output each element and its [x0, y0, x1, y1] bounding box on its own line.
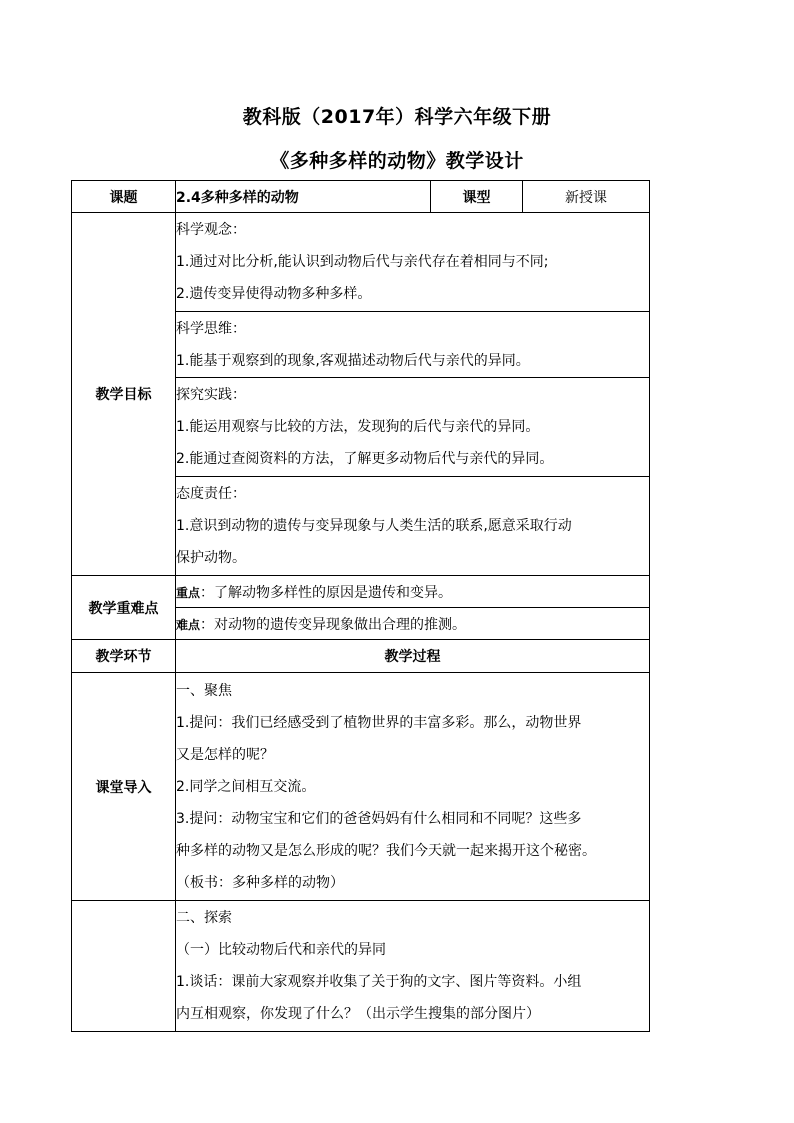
process-line: 二、探索 — [176, 910, 232, 926]
process-line: 1.谈话：课前大家观察并收集了关于狗的文字、图片等资料。小组 — [176, 974, 582, 990]
objective-group — [176, 378, 650, 477]
objective-heading: 态度责任： — [176, 486, 246, 502]
intro-row — [72, 673, 650, 901]
stage-header: 教学环节 — [72, 640, 176, 673]
topic-label: 课题 — [72, 181, 176, 213]
difficult-point-label: 难点 — [176, 617, 201, 632]
process-line: 又是怎样的呢？ — [176, 746, 274, 763]
objective-item: 1.意识到动物的遗传与变异现象与人类生活的联系,愿意采取行动 — [176, 518, 572, 534]
objective-item: 保护动物。 — [176, 550, 246, 566]
objective-item: 1.能运用观察与比较的方法，发现狗的后代与亲代的异同。 — [176, 419, 540, 435]
objective-heading: 科学思维： — [176, 320, 246, 337]
key-point-label: 重点 — [176, 585, 201, 600]
objective-group — [176, 312, 650, 378]
topic-row — [72, 181, 650, 213]
objective-group — [176, 213, 650, 312]
lesson-title: 《多种多样的动物》教学设计 — [270, 150, 524, 172]
process-line: 一、聚焦 — [176, 682, 232, 699]
intro-label: 课堂导入 — [72, 673, 176, 901]
process-line: （一）比较动物后代和亲代的异同 — [176, 942, 386, 958]
key-point-row — [72, 576, 650, 608]
process-line: 1.提问：我们已经感受到了植物世界的丰富多彩。那么，动物世界 — [176, 714, 582, 731]
explore-row — [72, 901, 650, 1032]
topic-value: 2.4多种多样的动物 — [176, 181, 431, 213]
type-label: 课型 — [431, 181, 523, 213]
lesson-plan-table — [71, 180, 650, 1032]
process-header: 教学过程 — [176, 640, 650, 673]
key-point — [176, 576, 650, 608]
objective-item: 2.遗传变异使得动物多种多样。 — [176, 286, 372, 302]
key-point-text: ：了解动物多样性的原因是遗传和变异。 — [200, 584, 453, 601]
process-line: （板书：多种多样的动物） — [176, 874, 344, 891]
objective-item: 2.能通过查阅资料的方法，了解更多动物后代与亲代的异同。 — [176, 451, 554, 467]
explore-content — [176, 901, 650, 1032]
process-line: 2.同学之间相互交流。 — [176, 778, 316, 795]
process-header-row — [72, 640, 650, 673]
objective-item: 1.通过对比分析,能认识到动物后代与亲代存在着相同与不同; — [176, 254, 549, 270]
objective-group — [176, 477, 650, 576]
objective-heading: 探究实践： — [176, 387, 246, 403]
type-value: 新授课 — [523, 181, 650, 213]
process-line: 种多样的动物又是怎么形成的呢？我们今天就一起来揭开这个秘密。 — [176, 842, 596, 859]
process-line: 3.提问：动物宝宝和它们的爸爸妈妈有什么相同和不同呢？这些多 — [176, 810, 582, 827]
objective-heading: 科学观念： — [176, 222, 246, 238]
intro-content — [176, 673, 650, 901]
objectives-label: 教学目标 — [72, 213, 176, 576]
key-points-label: 教学重难点 — [72, 576, 176, 640]
objective-item: 1.能基于观察到的现象,客观描述动物后代与亲代的异同。 — [176, 352, 530, 369]
difficult-point — [176, 608, 650, 640]
process-line: 内互相观察，你发现了什么？（出示学生搜集的部分图片） — [176, 1006, 540, 1022]
document-title: 教科版（2017年）科学六年级下册 — [242, 106, 552, 128]
difficult-point-text: ：对动物的遗传变异现象做出合理的推测。 — [200, 616, 467, 633]
explore-label — [72, 901, 176, 1032]
objectives-row-science-concept — [72, 213, 650, 312]
